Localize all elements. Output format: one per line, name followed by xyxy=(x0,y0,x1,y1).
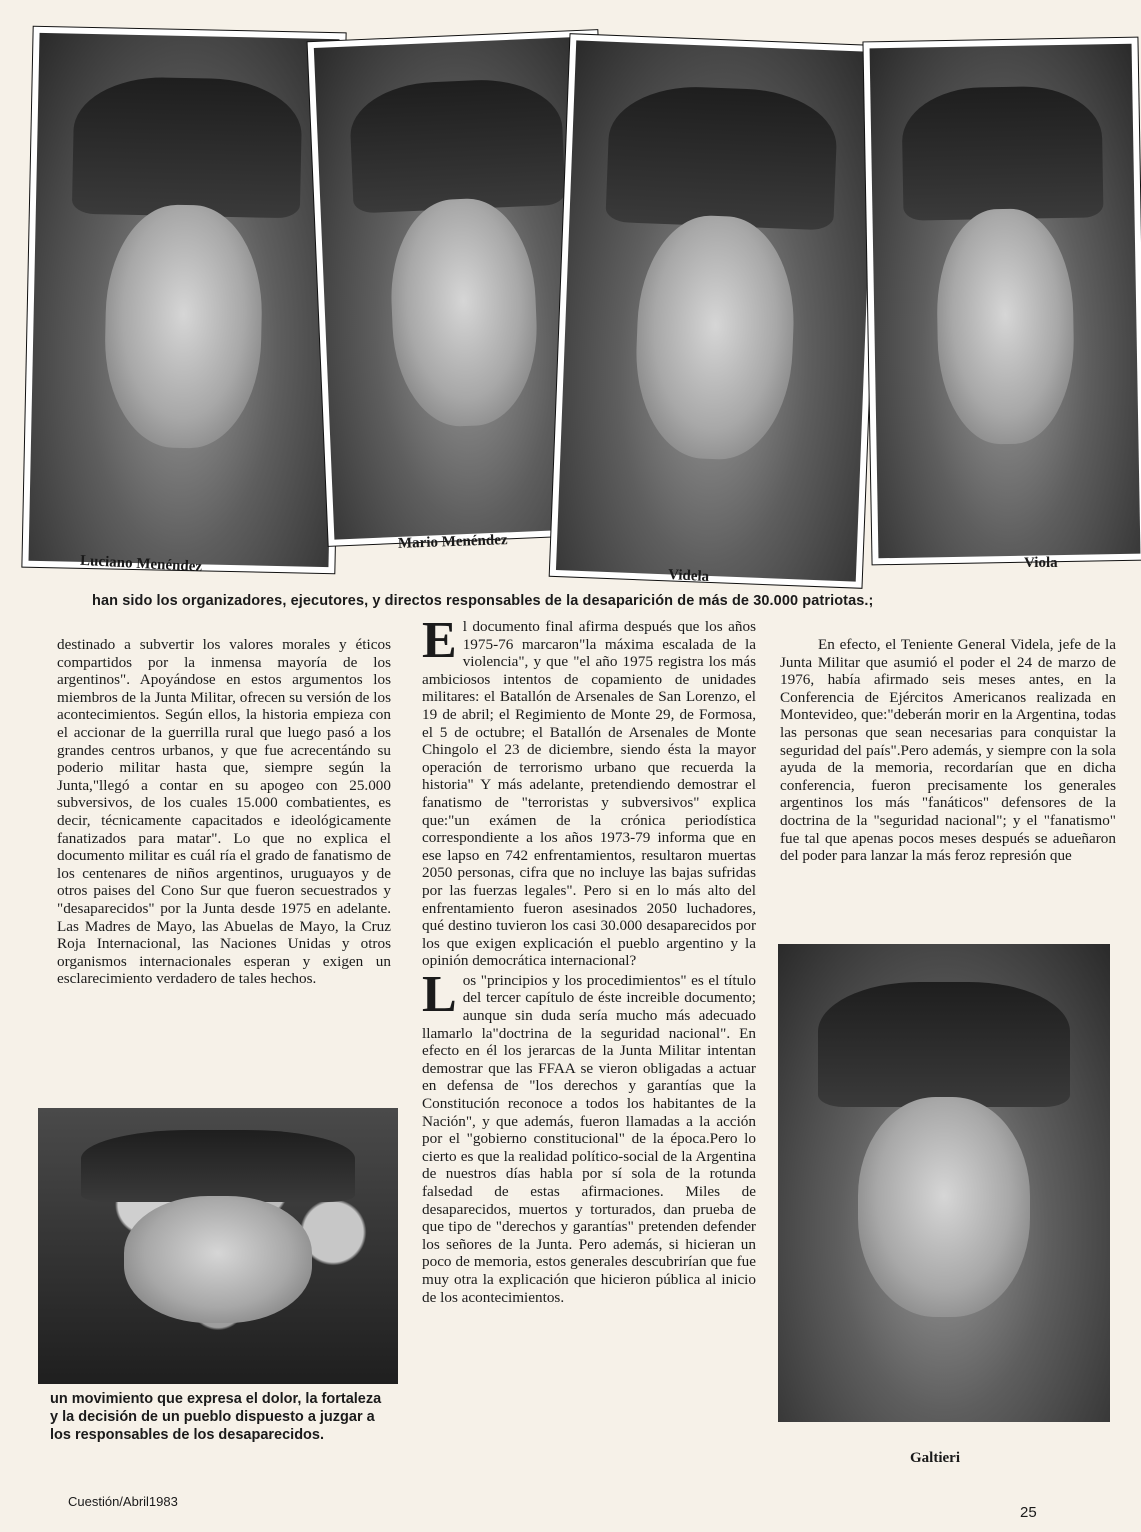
caption-galtieri: Galtieri xyxy=(910,1450,960,1466)
headline: han sido los organizadores, ejecutores, y directos responsables de la desaparición de más de 30.000 patriotas.; xyxy=(92,593,874,609)
column-1-text: destinado a subvertir los valores morales y éticos compartidos por la inmensa mayoría de los argentinos". Apoyándose en estos argumentos los miembros de la Junta Militar, ofrecen su versión de los acontecimientos. Según ellos, la historia empieza con el accionar de la guerrilla rural que luego pasó a los grandes centros urbanos, y que fue acrecentándo su poderio militar hasta que, siempre según la Junta,"llegó a contar en su apogeo con 25.000 subversivos, de los cuales 15.000 combatientes, es decir, técnicamente capacitados e ideológicamente fanatizados para matar". Lo que no explica el documento militar es cuál ría el grado de fanatismo de los centenares de niños argentinos, uruguayos y de otros paises del Cono Sur que fueron secuestrados y "desaparecidos" por la Junta desde 1975 en adelante. Las Madres de Mayo, las Abuelas de Mayo, la Cruz Roja Internacional, las Naciones Unidas y otros organismos internacionales esperan y exigen un esclarecimiento verdadero de tales hechos. xyxy=(57,636,391,988)
caption-mario-menendez: Mario Menéndez xyxy=(397,532,508,552)
column-1 xyxy=(57,636,391,988)
column-2-paragraph-1-text: l documento final afirma después que los años 1975-76 marcaron"la máxima escalada de la violencia", y que "el año 1975 registra los más ambiciosos intentos de copamiento de unidades militares: el Batallón de Arsenales de San Lorenzo, el 19 de abril; el Regimiento de Monte 29, de Formosa, el 5 de octubre; el Batallón de Arsenales de Monte Chingolo el 23 de diciembre, siendo ésta la mayor operación de terrorismo urbano que recuerda la historia" Y más adelante, pretendiendo demostrar el fanatismo de "terroristas y subversivos" explica que:"un exámen de la crónica periodística correspondiente a los años 1973-79 informa que en ese lapso en 742 enfrentamientos, resultaron muertas 2050 personas, cifra que no incluye las bajas sufridas por las fuerzas legales". Pero si en lo más alto del enfrentamiento fueron asesinados 2050 luchadores, qué destino tuvieron los casi 30.000 desaparecidos por los que exigen explicación el pueblo argentino y la opinión democrática internacional? xyxy=(422,618,756,970)
caption-videla: Videla xyxy=(667,566,710,586)
caption-luciano-menendez: Luciano Menéndez xyxy=(79,552,203,576)
photo-crowd xyxy=(38,1108,398,1384)
column-2-paragraph-2 xyxy=(422,965,756,1306)
photo-viola xyxy=(863,38,1141,565)
photo-galtieri xyxy=(778,944,1110,1422)
dropcap-l: L xyxy=(422,965,457,1023)
dropcap-e: E xyxy=(422,612,457,669)
column-3-text: En efecto, el Teniente General Videla, jefe de la Junta Militar que asumió el poder el 24 de marzo de 1976, había afirmado seis meses antes, en la Conferencia de Ejércitos Americanos realizada en Montevideo, que:"deberán morir en la Argentina, todas las personas que sean necesarias para conquistar la seguridad del país".Pero además, y siempre con la sola ayuda de la memoria, recordarían que en dicha conferencia, fueron precisamente los generales argentinos los más "fanáticos" defensores de la doctrina de la "seguridad nacional"; y el "fanatismo" fue tal que apenas pocos meses después se adueñaron del poder para lanzar la más feroz represión que xyxy=(780,636,1116,865)
column-3 xyxy=(780,636,1116,865)
footer-source: Cuestión/Abril1983 xyxy=(68,1494,178,1509)
photo-luciano-menendez xyxy=(22,27,345,573)
column-2 xyxy=(422,612,756,1306)
page-number: 25 xyxy=(1020,1504,1037,1521)
column-2-paragraph-1 xyxy=(422,612,756,970)
photo-videla xyxy=(550,34,883,588)
column-2-paragraph-2-text: os "principios y los procedimientos" es el título del tercer capítulo de éste increible documento; aunque sin duda sería mucho más adecuado llamarlo la"doctrina de la seguridad nacional". En efecto en él los jerarcas de la Junta Militar intentan demostrar que las FFAA se vieron obligadas a actuar en defensa de "los derechos y garantías que la Constitución reconoce a todos los habitantes de la Nación", y que además, fueron llamadas a la acción por el "gobierno constitucional" de la época.Pero lo cierto es que la realidad político-social de la Argentina de nuestros días habla por sí sola de la rotunda falsedad de estas afirmaciones. Miles de desaparecidos, muertos y torturados, dan prueba de que tipo de "derechos y garantías" pretenden defender los señores de la Junta. Pero además, si hicieran un poco de memoria, estos generales descubrirían que fue muy otra la explicación que hicieron pública al inicio de los acontecimientos. xyxy=(422,971,756,1306)
crowd-caption: un movimiento que expresa el dolor, la fortaleza y la decisión de un pueblo dispuesto a juzgar a los responsables de los desaparecidos. xyxy=(50,1391,382,1443)
caption-viola: Viola xyxy=(1024,555,1058,571)
